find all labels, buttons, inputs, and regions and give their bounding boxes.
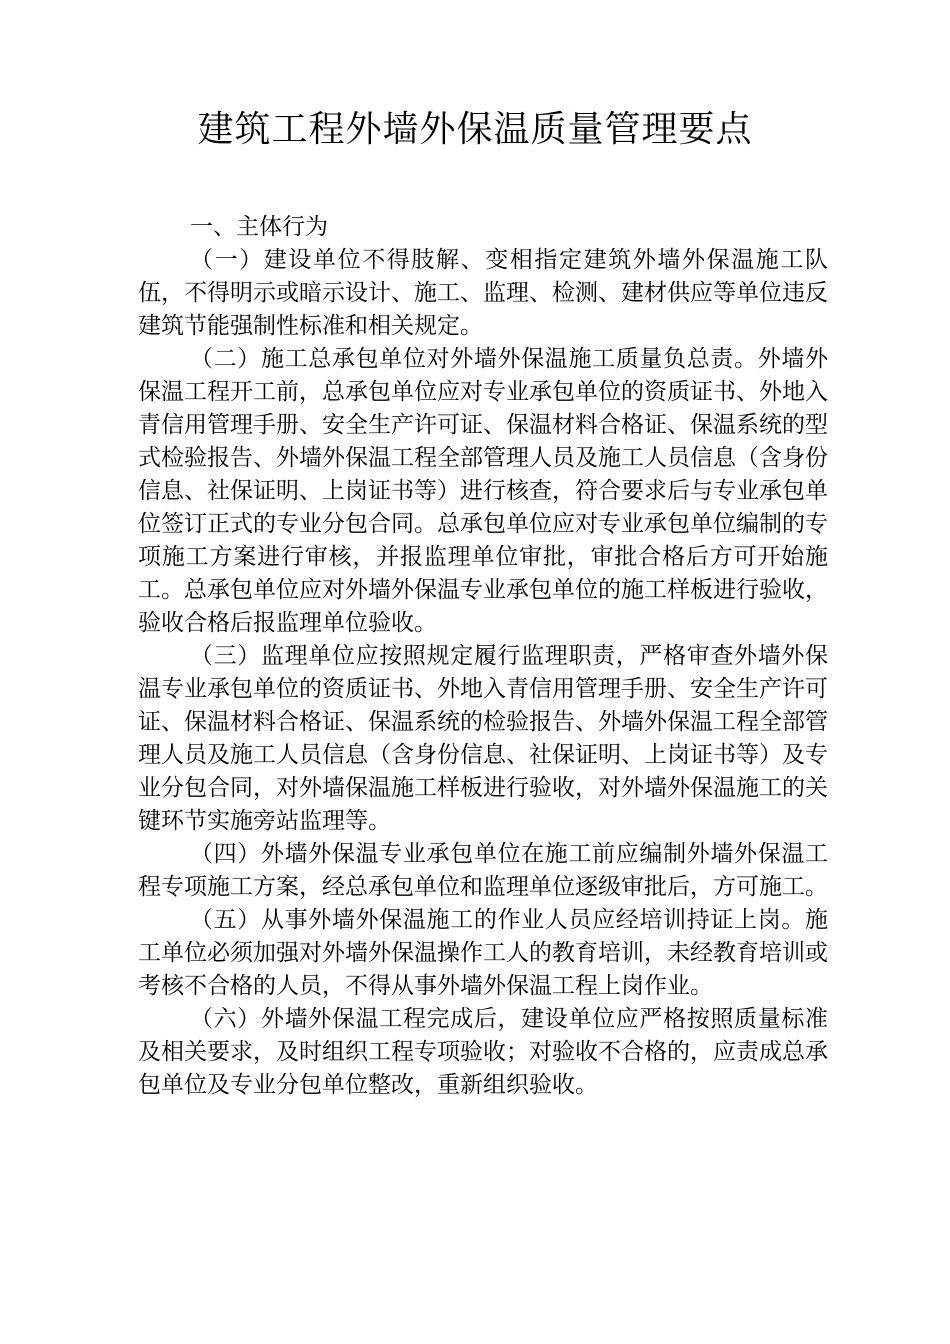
paragraph-1: （一）建设单位不得肢解、变相指定建筑外墙外保温施工队伍，不得明示或暗示设计、施工、监理、检测、建材供应等单位违反建筑节能强制性标准和相关规定。 <box>138 247 828 339</box>
document-body <box>138 211 828 1102</box>
section-heading: 一、主体行为 <box>190 214 328 240</box>
paragraph-4: （四）外墙外保温专业承包单位在施工前应编制外墙外保温工程专项施工方案，经总承包单位和监理单位逐级审批后，方可施工。 <box>138 841 828 900</box>
paragraph-2: （二）施工总承包单位对外墙外保温施工质量负总责。外墙外保温工程开工前，总承包单位应对专业承包单位的资质证书、外地入青信用管理手册、安全生产许可证、保温材料合格证、保温系统的型式检验报告、外墙外保温工程全部管理人员及施工人员信息（含身份信息、社保证明、上岗证书等）进行核查，符合要求后与专业承包单位签订正式的专业分包合同。总承包单位应对专业承包单位编制的专项施工方案进行审核，并报监理单位审批，审批合格后方可开始施工。总承包单位应对外墙外保温专业承包单位的施工样板进行验收，验收合格后报监理单位验收。 <box>138 346 828 636</box>
paragraph-6: （六）外墙外保温工程完成后，建设单位应严格按照质量标准及相关要求，及时组织工程专项验收；对验收不合格的，应责成总承包单位及专业分包单位整改，重新组织验收。 <box>138 1006 828 1098</box>
document-title: 建筑工程外墙外保温质量管理要点 <box>197 109 753 150</box>
paragraph-3: （三）监理单位应按照规定履行监理职责，严格审查外墙外保温专业承包单位的资质证书、外地入青信用管理手册、安全生产许可证、保温材料合格证、保温系统的检验报告、外墙外保温工程全部管理人员及施工人员信息（含身份信息、社保证明、上岗证书等）及专业分包合同，对外墙保温施工样板进行验收，对外墙外保温施工的关键环节实施旁站监理等。 <box>138 643 828 834</box>
paragraph-5: （五）从事外墙外保温施工的作业人员应经培训持证上岗。施工单位必须加强对外墙外保温操作工人的教育培训，未经教育培训或考核不合格的人员，不得从事外墙外保温工程上岗作业。 <box>138 907 828 999</box>
